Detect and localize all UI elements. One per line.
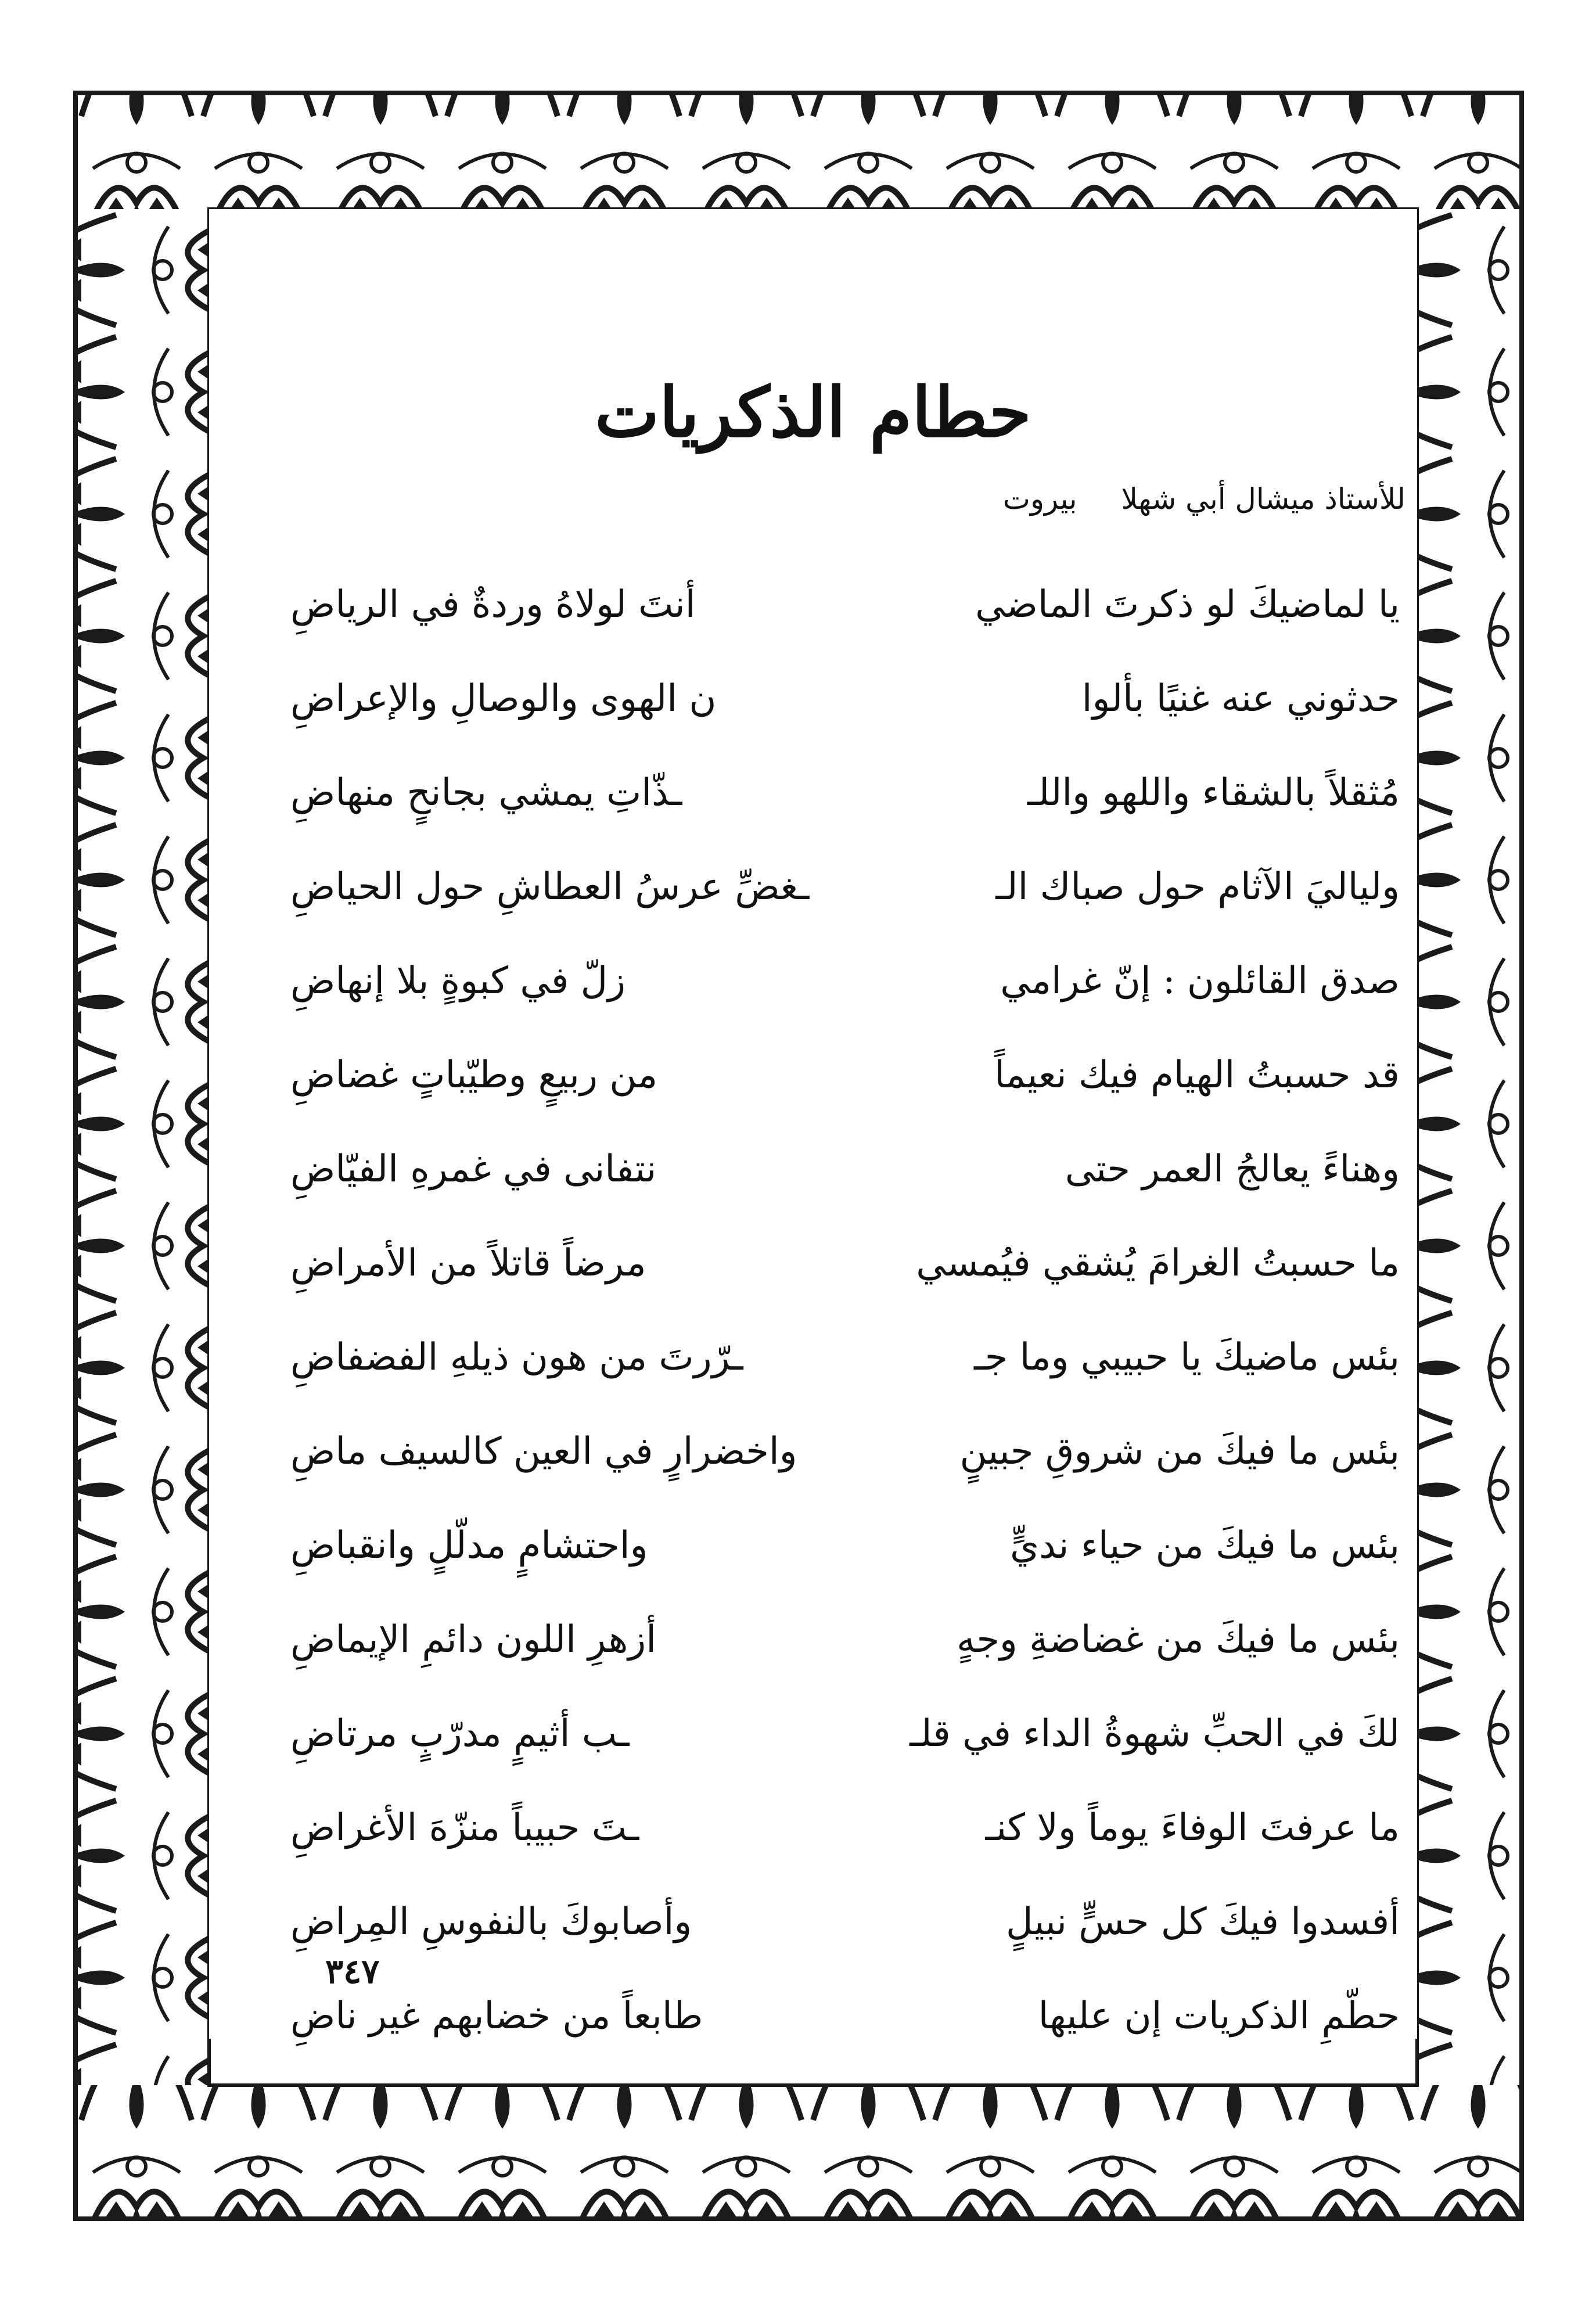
- verse-second-hemistich: واحتشامٍ مدلّلٍ وانقباضِ: [290, 1524, 648, 1567]
- verse-first-hemistich: أفسدوا فيكَ كل حسٍّ نبيلٍ: [1006, 1900, 1400, 1943]
- verse-first-hemistich: وهناءً يعالجُ العمر حتى: [1065, 1148, 1400, 1191]
- verse-first-hemistich: بئس ما فيكَ من حياء نديٍّ: [1009, 1524, 1400, 1567]
- verse-second-hemistich: أزهرِ اللون دائمِ الإيماضِ: [290, 1618, 656, 1661]
- verse-first-hemistich: حدثوني عنه غنيًا بألوا: [1081, 677, 1400, 720]
- byline: [1003, 482, 1406, 516]
- verse-line: [290, 1687, 1400, 1781]
- verse-second-hemistich: مرضاً قاتلاً من الأمراضِ: [290, 1242, 646, 1285]
- verse-first-hemistich: مُثقلاً بالشقاء واللهو واللـ: [1027, 771, 1400, 814]
- verse-line: [290, 840, 1400, 934]
- verse-first-hemistich: بئس ما فيكَ من غضاضةِ وجهٍ: [957, 1618, 1400, 1661]
- text-area: [209, 209, 1417, 2039]
- verse-line: [290, 934, 1400, 1028]
- page-number: ٣٤٧: [325, 1952, 380, 1991]
- verse-second-hemistich: وأصابوكَ بالنفوسِ المِراضِ: [290, 1900, 692, 1943]
- verse-second-hemistich: طابعاً من خضابهم غير ناضِ: [290, 1995, 703, 2038]
- verse-line: [290, 1028, 1400, 1122]
- verse-second-hemistich: نتفانى في غمرهِ الفيّاضِ: [290, 1148, 657, 1191]
- verse-second-hemistich: ـذّاتِ يمشي بجانحٍ منهاضِ: [290, 771, 682, 814]
- verse-first-hemistich: بئس ما فيكَ من شروقِ جبينٍ: [959, 1430, 1400, 1473]
- verse-line: [290, 1216, 1400, 1310]
- verse-second-hemistich: من ربيعٍ وطيّباتٍ غضاضِ: [290, 1054, 658, 1097]
- poem-title: حطام الذكريات: [595, 372, 1031, 452]
- verse-second-hemistich: ـتَ حبيباً منزّهَ الأغراضِ: [290, 1806, 639, 1849]
- verse-second-hemistich: ـرّرتَ من هون ذيلهِ الفضفاضِ: [290, 1336, 743, 1379]
- verse-second-hemistich: أنتَ لولاهُ وردةٌ في الرياضِ: [290, 583, 696, 626]
- verse-line: [290, 1499, 1400, 1593]
- verse-line: [290, 1593, 1400, 1687]
- author-city: بيروت: [1002, 482, 1077, 516]
- verse-second-hemistich: زلّ في كبوةٍ بلا إنهاضِ: [290, 960, 626, 1003]
- verse-line: [290, 652, 1400, 746]
- verse-line: [290, 1875, 1400, 1969]
- verse-first-hemistich: يا لماضيكَ لو ذكرتَ الماضي: [975, 583, 1400, 626]
- verse-line: [290, 1969, 1400, 2063]
- verse-line: [290, 1781, 1400, 1875]
- verse-first-hemistich: بئس ماضيكَ يا حبيبي وما جـ: [974, 1336, 1400, 1379]
- verse-line: [290, 1310, 1400, 1404]
- verse-second-hemistich: ـب أثيمٍ مدرّبٍ مرتاضِ: [290, 1712, 630, 1755]
- verse-first-hemistich: ما عرفتَ الوفاءَ يوماً ولا كنـ: [985, 1806, 1400, 1849]
- verse-first-hemistich: ولياليَ الآثام حول صباك الـ: [995, 865, 1400, 908]
- verse-line: [290, 746, 1400, 840]
- verse-second-hemistich: ن الهوى والوصالِ والإعراضِ: [290, 677, 717, 720]
- verse-second-hemistich: واخضرارٍ في العين كالسيف ماضِ: [290, 1430, 797, 1473]
- verse-line: [290, 558, 1400, 652]
- verse-second-hemistich: ـغضِّ عرسُ العطاشِ حول الحياضِ: [290, 865, 810, 908]
- verse-first-hemistich: قد حسبتُ الهيام فيك نعيماً: [994, 1054, 1400, 1097]
- verse-first-hemistich: ما حسبتُ الغرامَ يُشقي فيُمسي: [916, 1242, 1400, 1285]
- verse-line: [290, 1122, 1400, 1216]
- poem-body: [290, 558, 1400, 2063]
- verse-first-hemistich: لكَ في الحبِّ شهوةُ الداء في قلـ: [910, 1712, 1400, 1755]
- verse-first-hemistich: صدق القائلون : إنّ غرامي: [1000, 960, 1400, 1003]
- author-name: للأستاذ ميشال أبي شهلا: [1121, 482, 1406, 516]
- verse-line: [290, 1404, 1400, 1499]
- verse-first-hemistich: حطّمِ الذكريات إن عليها: [1038, 1995, 1400, 2038]
